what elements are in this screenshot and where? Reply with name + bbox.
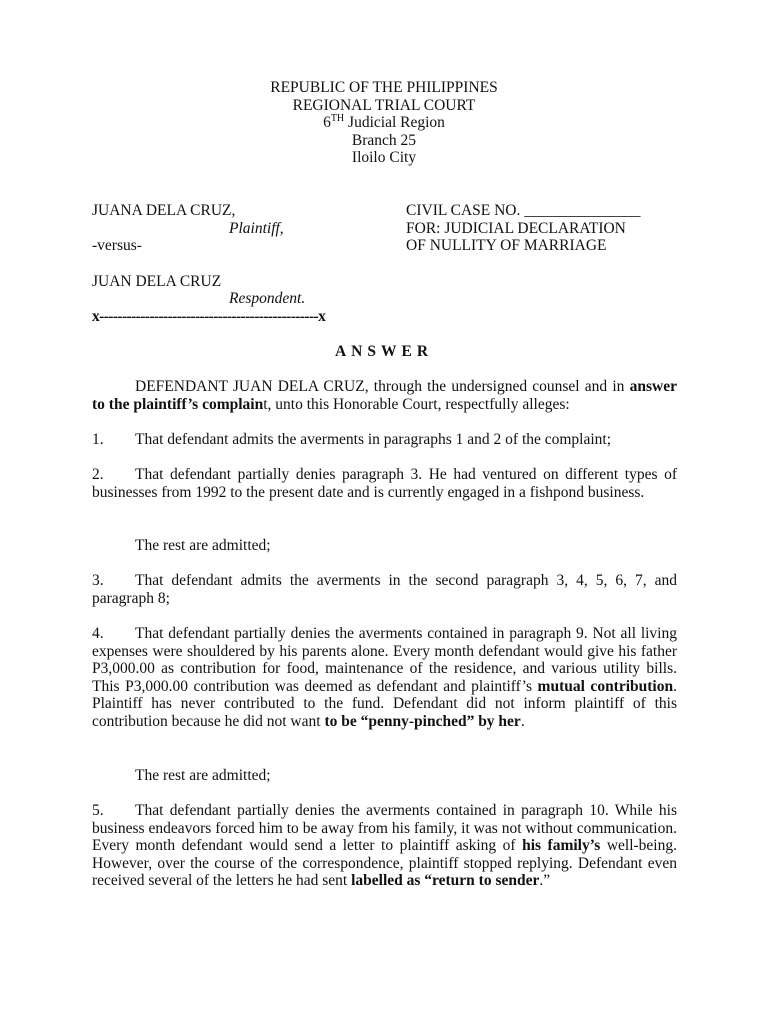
respondent-role: Respondent. [229,290,306,307]
versus-label: -versus- [92,237,142,254]
respondent-name: JUAN DELA CRUZ [92,273,222,290]
header-court: REGIONAL TRIAL COURT [292,96,476,114]
plaintiff-name: JUANA DELA CRUZ, [92,202,236,219]
plaintiff-role: Plaintiff, [229,220,284,237]
paragraph-4: 4. That defendant partially denies the averments contained in paragraph 9. Not all living expenses were shouldered by his parents alone. Every month defendant would give his father P3,000.00 as contribution for food, maintenance of the residence, and various utility bills. This P3,000.00 contribution was deemed as defendant and plaintiff’s mutual contribution. Plaintiff has never contributed to the fund. Defendant did not inform plaintiff of this contribution because he did not want to be “penny-pinched” by her. [92,625,677,730]
case-nature-line1: FOR: JUDICIAL DECLARATION [406,220,626,237]
header-region: 6TH Judicial Region [323,113,445,131]
paragraph-1: 1. That defendant admits the averments in paragraphs 1 and 2 of the complaint; [92,431,612,448]
document-title: ANSWER [334,343,434,360]
paragraph-5: 5. That defendant partially denies the averments contained in paragraph 10. While his business endeavors forced him to be away from his family, it was not without communication. Every month defendant would send a letter to plaintiff asking of his family’s well-being. However, over the course of the correspondence, plaintiff stopped replying. Defendant even received several of the letters he had sent labelled as “return to sender.” [92,802,677,889]
civil-case-number: CIVIL CASE NO. _______________ [406,202,641,219]
paragraph-2: 2. That defendant partially denies paragraph 3. He had ventured on different types of businesses from 1992 to the present date and is currently engaged in a fishpond business. [92,466,677,501]
header-branch: Branch 25 [351,131,417,149]
paragraph-3: 3. That defendant admits the averments in the second paragraph 3, 4, 5, 6, 7, and paragraph 8; [92,572,677,607]
rest-admitted-2: The rest are admitted; [135,767,271,784]
header-republic: REPUBLIC OF THE PHILIPPINES [270,79,498,96]
caption-separator: x------------------------------------------------x [92,308,326,325]
case-nature-line2: OF NULLITY OF MARRIAGE [406,237,607,254]
rest-admitted-1: The rest are admitted; [135,537,271,554]
header-city: Iloilo City [351,149,417,166]
intro-paragraph: DEFENDANT JUAN DELA CRUZ, through the undersigned counsel and in answer to the plaintiff’s complaint, unto this Honorable Court, respectfully alleges: [92,378,677,413]
court-header [0,79,768,167]
